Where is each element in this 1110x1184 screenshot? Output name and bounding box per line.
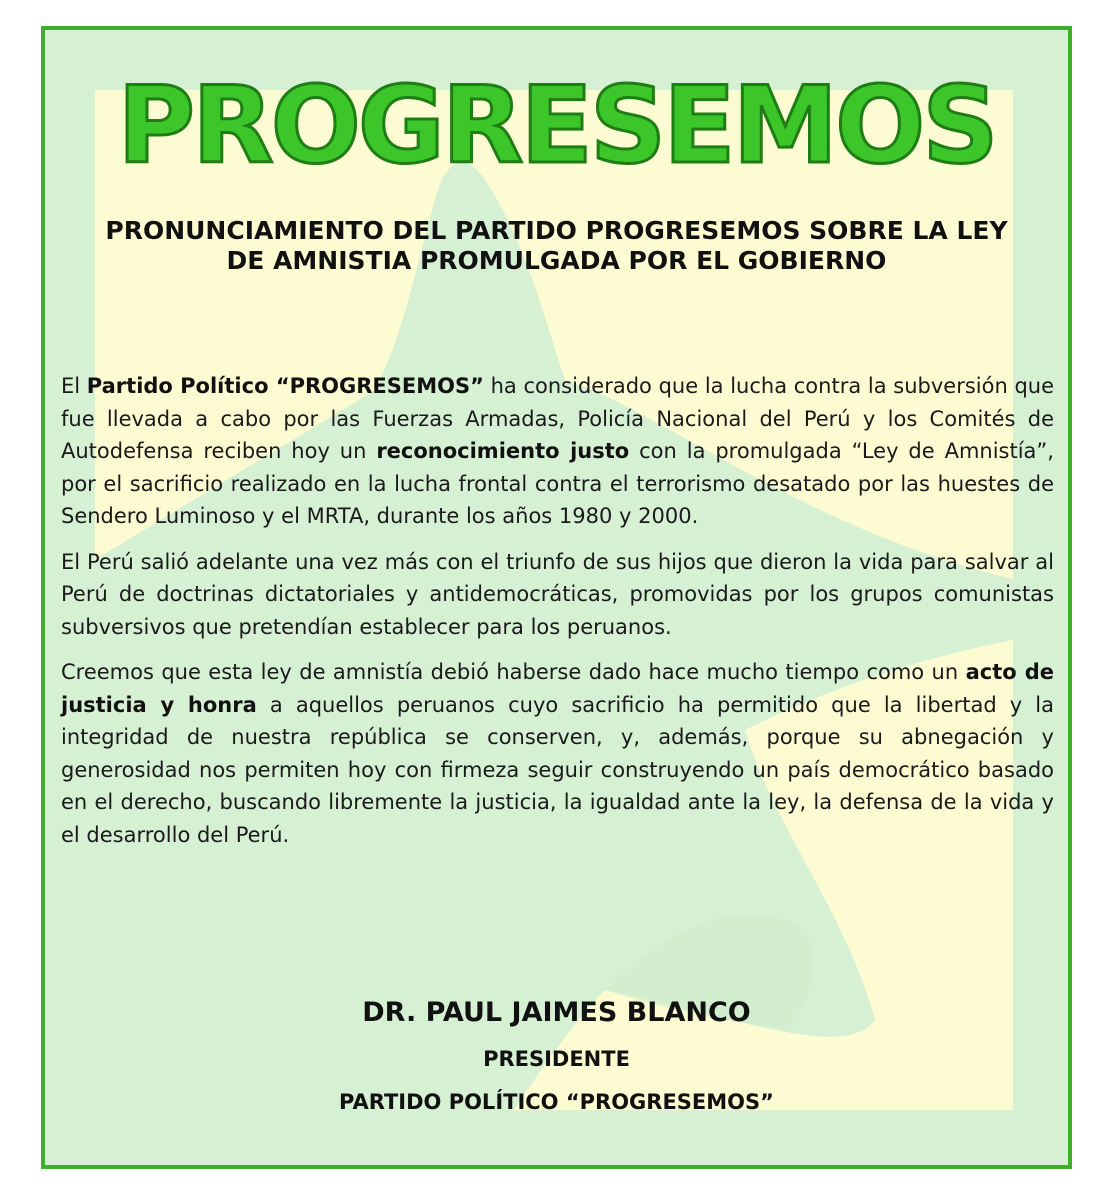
paragraph-text: Creemos que esta ley de amnistía debió haberse dado hace mucho tiempo como un (61, 660, 966, 684)
recognition-emphasis: reconocimiento justo (376, 439, 630, 463)
statement-body (61, 370, 1054, 864)
paragraph-1 (61, 370, 1054, 533)
paragraph-text: ha considerado que la lucha contra la subversión que fue llevada a cabo por las Fuerzas Armadas, Policía Nacional del Perú y los Comités de Autodefensa reciben hoy un (61, 374, 1055, 463)
paragraph-text: a aquellos peruanos cuyo sacrificio ha permitido que la libertad y la integridad de nuestra república se conserven, y, además, porque su abnegación y generosidad nos permiten hoy con firmeza seguir construyendo un país democrático basado en el derecho, buscando libremente la justicia, la igualdad ante la ley, la defensa de la vida y el desarrollo del Perú. (61, 692, 1054, 847)
paragraph-text: con la promulgada “Ley de Amnistía”, por el sacrificio realizado en la lucha frontal contra el terrorismo desatado por las huestes de Sendero Luminoso y el MRTA, durante los años 1980 y 2000. (61, 439, 1054, 528)
signatory-name: DR. PAUL JAIMES BLANCO (362, 997, 751, 1028)
party-logo-wordmark: PROGRESEMOS (117, 64, 996, 187)
justice-emphasis: acto de justicia y honra (61, 660, 1055, 717)
signatory-party: PARTIDO POLÍTICO “PROGRESEMOS” (339, 1090, 774, 1114)
page-title: PRONUNCIAMIENTO DEL PARTIDO PROGRESEMOS SOBRE LA LEY DE AMNISTIA PROMULGADA POR EL GOBIERNO (105, 216, 1008, 275)
signatory-role: PRESIDENTE (483, 1047, 630, 1071)
document-frame (41, 26, 1072, 1169)
paragraph-2: El Perú salió adelante una vez más con el triunfo de sus hijos que dieron la vida para salvar al Perú de doctrinas dictatoriales y antidemocráticas, promovidas por los grupos comunistas subversivos que pretendían establecer para los peruanos. (61, 549, 1054, 639)
paragraph-text: El (61, 374, 87, 398)
party-name-emphasis: Partido Político “PROGRESEMOS” (86, 374, 484, 398)
paragraph-3 (61, 656, 1054, 851)
